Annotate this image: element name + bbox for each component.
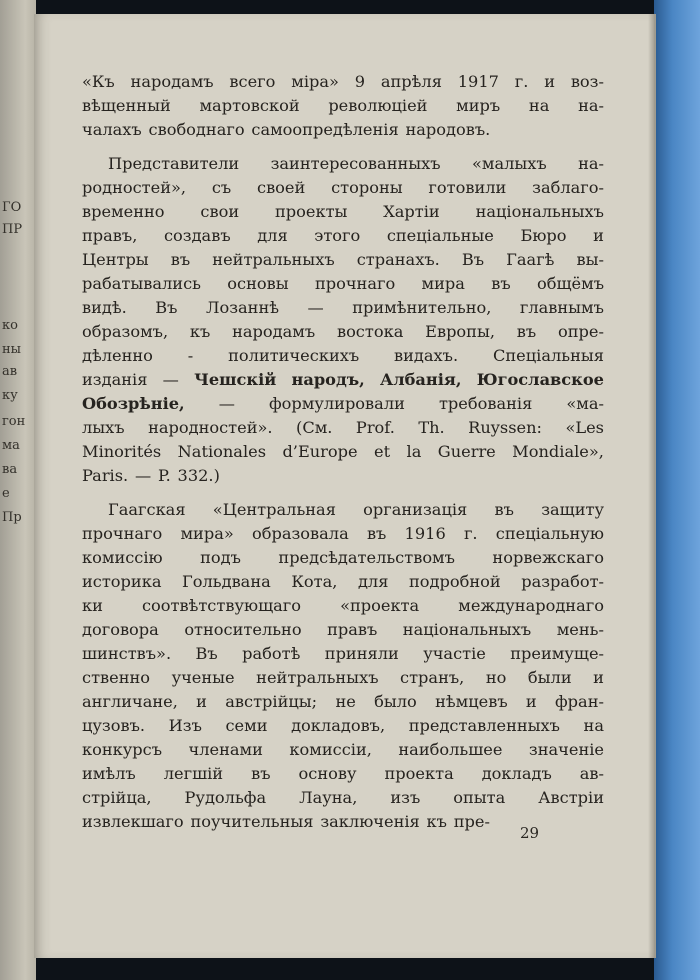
word: народностей».: [148, 418, 273, 437]
word: пре-: [453, 812, 490, 831]
word: воз-: [570, 72, 604, 91]
left-page-fragment: ны: [2, 342, 22, 357]
word: историка: [82, 572, 162, 591]
word: ученые: [171, 668, 235, 687]
word: Minorités: [82, 442, 162, 461]
word: нѣмцевъ: [435, 692, 508, 711]
paragraph-gap: [82, 142, 604, 152]
text-line: [82, 272, 604, 296]
text-line: [82, 642, 604, 666]
word: главнымъ: [519, 298, 604, 317]
text-line: [82, 392, 604, 416]
word: этого: [314, 226, 361, 245]
word: правъ: [327, 620, 378, 639]
word: проекта: [384, 764, 454, 783]
word: организація: [363, 500, 468, 519]
word: основу: [298, 764, 357, 783]
word: 9: [354, 72, 366, 91]
word: но: [485, 668, 507, 687]
word: опре-: [557, 322, 604, 341]
word: Лауна,: [299, 788, 358, 807]
word: самоопредѣленія: [251, 120, 399, 139]
word: «ма-: [566, 394, 604, 413]
text-line: [82, 176, 604, 200]
word: къ: [426, 812, 447, 831]
word: для: [257, 226, 288, 245]
word: временно: [82, 202, 165, 221]
word: Спеціальныя: [493, 346, 604, 365]
text-line: [82, 594, 604, 618]
text-line: [82, 498, 604, 522]
word: Чешскій: [194, 370, 277, 389]
text-line: [82, 522, 604, 546]
word: мень-: [556, 620, 604, 639]
word: легшій: [163, 764, 224, 783]
word: «малыхъ: [471, 154, 547, 173]
word: въ: [170, 250, 191, 269]
word: la: [406, 442, 422, 461]
paragraph-gap: [82, 488, 604, 498]
word: были: [527, 668, 572, 687]
text-line: [82, 248, 604, 272]
word: 1917: [457, 72, 499, 91]
word: на-: [578, 154, 604, 173]
word: странъ,: [400, 668, 465, 687]
word: P.: [157, 466, 171, 485]
word: Гаагѣ: [506, 250, 555, 269]
word: конкурсъ: [82, 740, 163, 759]
paragraph: [82, 152, 604, 488]
word: договора: [82, 620, 159, 639]
word: свои: [200, 202, 240, 221]
word: заключенія: [320, 812, 420, 831]
word: на: [528, 96, 550, 115]
word: Гольдвана: [182, 572, 271, 591]
word: формулировали: [268, 394, 405, 413]
left-page-fragment: Пр: [2, 510, 22, 525]
word: (См.: [296, 418, 333, 437]
word: ки: [82, 596, 103, 615]
text-line: [82, 70, 604, 94]
word: Кота,: [291, 572, 338, 591]
left-page-fragment: ГО: [2, 200, 22, 215]
word: участіе: [423, 644, 486, 663]
text-line: [82, 224, 604, 248]
word: въ: [494, 500, 514, 519]
word: мира»: [180, 524, 234, 543]
word: Бюро: [520, 226, 567, 245]
word: проекты: [274, 202, 348, 221]
word: основы: [227, 274, 289, 293]
text-line: [82, 546, 604, 570]
word: поучительныя: [190, 812, 314, 831]
word: докладъ: [481, 764, 552, 783]
page-number: 29: [520, 824, 540, 842]
word: стрійца,: [82, 788, 152, 807]
word: предсѣдательствомъ: [278, 548, 455, 567]
word: международнаго: [458, 596, 604, 615]
word: Югославское: [476, 370, 604, 389]
left-page-fragment: ко: [2, 318, 18, 333]
word: и: [544, 72, 555, 91]
text-line: [82, 368, 604, 392]
word: австрійцы;: [225, 692, 318, 711]
word: нейтральныхъ: [256, 668, 379, 687]
word: политическихъ: [228, 346, 360, 365]
word: работѣ: [242, 644, 301, 663]
word: приняли: [324, 644, 399, 663]
word: имѣлъ: [82, 764, 136, 783]
word: «Les: [565, 418, 604, 437]
left-page-fragment: ПР: [2, 222, 23, 237]
word: Изъ: [168, 716, 202, 735]
text-line: [82, 570, 604, 594]
left-page-fragment: ма: [2, 438, 20, 453]
word: наибольшее: [398, 740, 503, 759]
word: Европы,: [425, 322, 495, 341]
word: стороны: [331, 178, 403, 197]
blue-background-edge: [654, 0, 700, 980]
word: шинствъ».: [82, 644, 172, 663]
word: Prof.: [355, 418, 395, 437]
word: относительно: [184, 620, 302, 639]
word: значеніе: [528, 740, 604, 759]
word: членами: [188, 740, 263, 759]
text-line: [82, 416, 604, 440]
word: фран-: [555, 692, 604, 711]
word: соотвѣтствующаго: [141, 596, 301, 615]
word: цузовъ.: [82, 716, 146, 735]
word: на-: [578, 96, 604, 115]
word: вы-: [576, 250, 604, 269]
word: востока: [336, 322, 404, 341]
word: въ: [516, 322, 537, 341]
page-text: [82, 70, 604, 834]
word: на: [583, 716, 604, 735]
word: апрѣля: [380, 72, 442, 91]
text-line: [82, 762, 604, 786]
word: г.: [514, 72, 529, 91]
word: въ: [366, 524, 387, 543]
text-line: [82, 320, 604, 344]
word: семи: [225, 716, 268, 735]
word: прочнаго: [82, 524, 163, 543]
word: разработ-: [521, 572, 604, 591]
word: преимуще-: [510, 644, 604, 663]
word: міра»: [291, 72, 339, 91]
word: общёмъ: [536, 274, 604, 293]
text-line: [82, 714, 604, 738]
word: революціей: [328, 96, 428, 115]
word: готовили: [428, 178, 507, 197]
left-page-fragment: ав: [2, 364, 18, 379]
text-line: [82, 152, 604, 176]
book-page: [34, 14, 654, 958]
left-page-fragment: ку: [2, 388, 18, 403]
word: и: [593, 226, 604, 245]
word: образовала: [251, 524, 349, 543]
word: Хартіи: [383, 202, 440, 221]
word: г.: [463, 524, 478, 543]
text-line: [82, 786, 604, 810]
word: -: [187, 346, 194, 365]
word: требованія: [438, 394, 533, 413]
word: Въ: [195, 644, 218, 663]
paragraph: [82, 498, 604, 834]
word: норвежскаго: [492, 548, 604, 567]
text-line: [82, 200, 604, 224]
word: правъ,: [82, 226, 138, 245]
word: родностей»,: [82, 178, 187, 197]
word: d’Europe: [282, 442, 358, 461]
word: изданія: [82, 370, 148, 389]
word: Mondiale»,: [512, 442, 604, 461]
word: опыта: [453, 788, 506, 807]
word: народъ,: [291, 370, 365, 389]
word: народамъ: [232, 322, 316, 341]
word: заинтересованныхъ: [270, 154, 441, 173]
text-line: [82, 94, 604, 118]
word: англичане,: [82, 692, 178, 711]
text-line: [82, 666, 604, 690]
word: «проекта: [340, 596, 420, 615]
word: мира: [421, 274, 465, 293]
word: Ruyssen:: [468, 418, 542, 437]
word: странахъ.: [356, 250, 440, 269]
word: Центры: [82, 250, 149, 269]
word: подъ: [200, 548, 241, 567]
word: Гаагская: [108, 500, 186, 519]
word: всего: [229, 72, 276, 91]
word: изъ: [390, 788, 421, 807]
word: Лозаннѣ: [205, 298, 280, 317]
word: и: [593, 668, 604, 687]
word: и: [525, 692, 537, 711]
word: —: [218, 394, 235, 413]
word: комиссіи,: [289, 740, 372, 759]
left-page-edge: [0, 0, 36, 980]
word: Обозрѣніе,: [82, 394, 185, 413]
text-line: [82, 118, 604, 142]
word: Guerre: [437, 442, 496, 461]
word: народамъ: [130, 72, 214, 91]
word: рабатывались: [82, 274, 201, 293]
page-edge-shadow: [648, 14, 654, 958]
word: «Къ: [82, 72, 115, 91]
text-line: [82, 618, 604, 642]
left-page-fragment: гон: [2, 414, 26, 429]
paragraph: [82, 70, 604, 142]
word: дѣленно: [82, 346, 153, 365]
text-line: [82, 738, 604, 762]
word: 1916: [404, 524, 446, 543]
word: —: [134, 466, 152, 485]
word: подробной: [408, 572, 501, 591]
word: было: [374, 692, 417, 711]
word: видѣ.: [82, 298, 127, 317]
word: спеціальную: [495, 524, 604, 543]
text-line: [82, 690, 604, 714]
word: нейтральныхъ: [212, 250, 335, 269]
word: Nationales: [177, 442, 267, 461]
word: народовъ.: [405, 120, 491, 139]
word: не: [335, 692, 356, 711]
left-page-fragment: ва: [2, 462, 18, 477]
text-line: [82, 440, 604, 464]
word: защиту: [541, 500, 604, 519]
word: спеціальные: [386, 226, 494, 245]
word: вѣщенный: [82, 96, 171, 115]
word: въ: [251, 764, 271, 783]
word: національныхъ: [402, 620, 532, 639]
word: ав-: [579, 764, 604, 783]
word: къ: [189, 322, 211, 341]
word: комиссію: [82, 548, 163, 567]
text-line: [82, 464, 604, 488]
word: съ: [211, 178, 232, 197]
left-page-fragment: е: [2, 486, 10, 501]
word: свободнаго: [148, 120, 245, 139]
word: миръ: [456, 96, 501, 115]
word: извлекшаго: [82, 812, 184, 831]
word: Въ: [461, 250, 485, 269]
word: въ: [491, 274, 511, 293]
word: Рудольфа: [184, 788, 267, 807]
word: видахъ.: [394, 346, 459, 365]
word: Въ: [155, 298, 178, 317]
word: примѣнительно,: [352, 298, 492, 317]
word: «Центральная: [212, 500, 336, 519]
word: чалахъ: [82, 120, 142, 139]
word: Австріи: [538, 788, 604, 807]
word: лыхъ: [82, 418, 125, 437]
text-line: [82, 344, 604, 368]
word: національныхъ: [475, 202, 604, 221]
word: докладовъ,: [291, 716, 386, 735]
word: мартовской: [199, 96, 300, 115]
word: создавъ: [163, 226, 231, 245]
word: ственно: [82, 668, 151, 687]
word: и: [196, 692, 207, 711]
word: для: [357, 572, 389, 591]
text-line: [82, 296, 604, 320]
word: Представители: [108, 154, 240, 173]
word: Албанія,: [380, 370, 462, 389]
word: заблаго-: [532, 178, 604, 197]
word: Paris.: [82, 466, 129, 485]
word: —: [162, 370, 179, 389]
word: своей: [257, 178, 306, 197]
word: 332.): [177, 466, 220, 485]
word: et: [374, 442, 391, 461]
word: представленныхъ: [408, 716, 560, 735]
word: образомъ,: [82, 322, 169, 341]
word: прочнаго: [314, 274, 396, 293]
word: Th.: [418, 418, 445, 437]
word: —: [307, 298, 324, 317]
